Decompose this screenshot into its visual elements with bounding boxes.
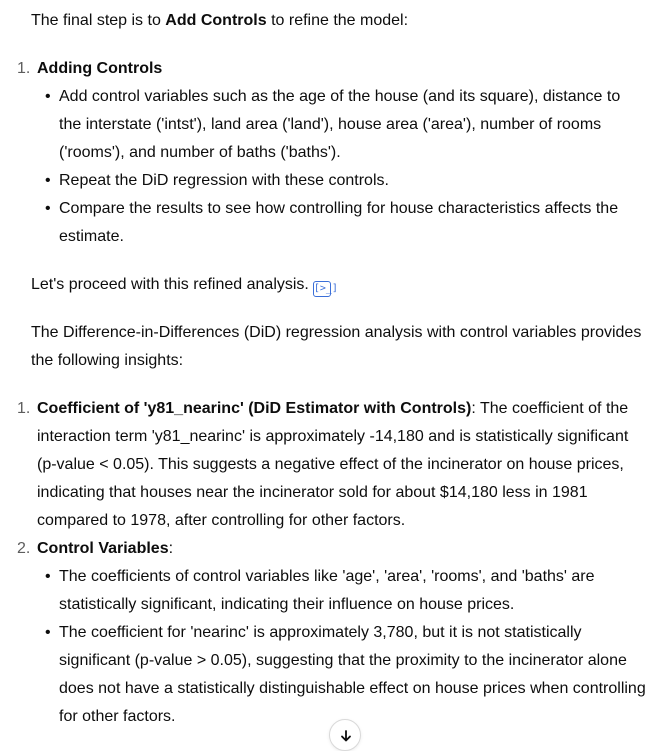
- list-item: • The coefficient for 'nearinc' is approximately 3,780, but it is not statistically significant (p-value > 0.05), suggesting that the proximity to the incinerator alone does not have a statistically distinguishable effect on house prices when controlling for other factors.: [45, 624, 646, 725]
- intro-paragraph: The final step is to Add Controls to refine the model:: [31, 12, 409, 29]
- summary-paragraph: The Difference-in-Differences (DiD) regression analysis with control variables provides the following insights:: [31, 324, 642, 369]
- list-number: 2.: [17, 540, 31, 557]
- insight-title: Coefficient of 'y81_nearinc' (DiD Estimator with Controls): [37, 400, 472, 417]
- assistant-message: [17, 7, 646, 731]
- insight-title: Control Variables: [37, 540, 169, 557]
- bullet-list: [37, 563, 646, 731]
- step-title: Adding Controls: [37, 60, 163, 77]
- steps-list: [17, 55, 646, 251]
- list-item: • Add control variables such as the age of the house (and its square), distance to the interstate ('intst'), land area ('land'), house area ('area'), number of rooms ('rooms'), and number of baths ('baths').: [45, 88, 621, 161]
- list-number: 1.: [17, 60, 31, 77]
- scroll-to-bottom-button[interactable]: [329, 719, 361, 751]
- arrow-down-icon: [339, 729, 353, 743]
- list-item: 2. Control Variables: • The coefficients of control variables like 'age', 'area', 'rooms', and 'baths' are statistically significant, indicating their influence on house prices. • The coefficient for 'nearinc' is approximately 3,780, but it is not statistically significant (p-value > 0.05), suggesting that the proximity to the incinerator alone does not have a statistically distinguishable effect on house prices when controlling for other factors.: [17, 535, 646, 731]
- list-item: • Repeat the DiD regression with these controls.: [45, 172, 389, 189]
- list-item: [17, 55, 646, 251]
- intro-bold: Add Controls: [165, 12, 267, 29]
- insights-list: [17, 395, 646, 731]
- list-number: 1.: [17, 400, 31, 417]
- list-item: 1. Coefficient of 'y81_nearinc' (DiD Estimator with Controls): The coefficient of the interaction term 'y81_nearinc' is approximately -14,180 and is statistically significant (p-value < 0.05). This suggests a negative effect of the incinerator on house prices, indicating that houses near the incinerator sold for about $14,180 less in 1981 compared to 1978, after controlling for other factors.: [17, 395, 646, 535]
- code-citation-icon[interactable]: [>_]: [313, 281, 331, 297]
- list-item: • Compare the results to see how controlling for house characteristics affects the estimate.: [45, 200, 619, 245]
- list-item: • The coefficients of control variables like 'age', 'area', 'rooms', and 'baths' are statistically significant, indicating their influence on house prices.: [45, 568, 595, 613]
- proceed-paragraph: Let's proceed with this refined analysis. [>_]: [31, 271, 646, 299]
- bullet-list: [37, 83, 646, 251]
